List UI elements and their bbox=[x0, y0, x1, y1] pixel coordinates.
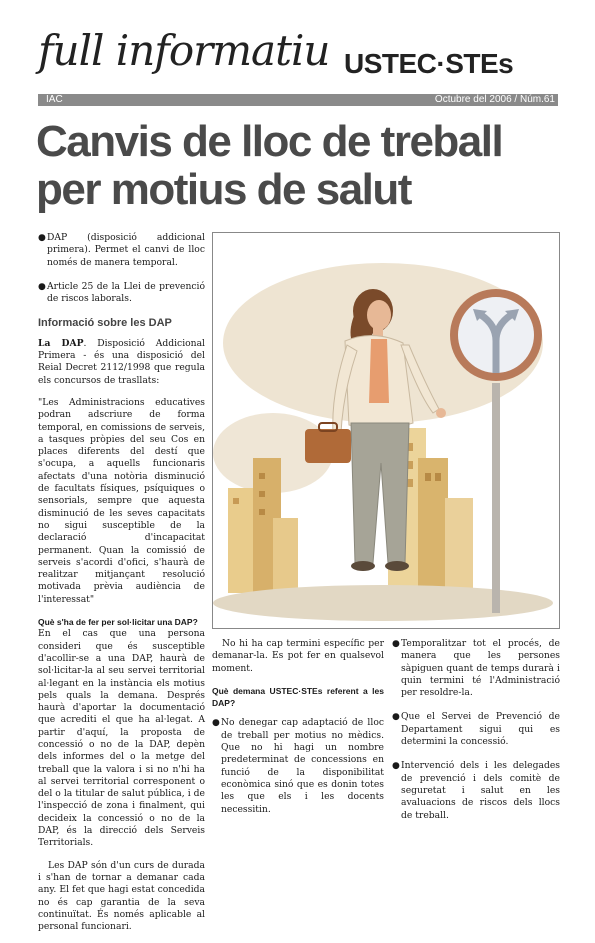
issue-info: Octubre del 2006 / Núm.61 bbox=[434, 94, 555, 105]
quote: "Les Administracions educatives podran adscriure de forma temporal, en comissions de serveis, a tasques pròpies del seu Cos en places diferents del destí que s'ocupa, a aquells funcionaris afectats d'una notòria disminució de facultats físiques, psíquiques o sensorials, sempre que aquesta disminució de les seves capacitats no sigui susceptible de la declaració d'incapacitat permanent. Quan la comissió de serveis s'acordi d'ofici, s'haurà de realitzar mitjançant resolució motivada prèvia audiència de l'interessat" bbox=[38, 396, 205, 605]
illustration-drawing bbox=[213, 233, 559, 628]
illustration bbox=[212, 232, 560, 629]
paragraph: Les DAP són d'un curs de durada i s'han de tornar a demanar cada any. El fet que hagi estat concedida no és cap garantia de la seva continuïtat. És només aplicable al personal funcionari. bbox=[38, 859, 205, 933]
bullet-item bbox=[392, 711, 560, 748]
bullet-item bbox=[392, 760, 560, 821]
bullet-text: Que el Servei de Prevenció de Departament sigui qui es determini la concessió. bbox=[401, 711, 560, 748]
bullet-icon: ● bbox=[392, 712, 400, 723]
bullet-item bbox=[38, 281, 205, 306]
page-title bbox=[36, 118, 566, 214]
bullet-text: Temporalitzar tot el procés, de manera que les persones sàpiguen quant de temps durarà i quin termini té l'Administració per resoldre-la. bbox=[401, 638, 560, 699]
section-title: Informació sobre les DAP bbox=[38, 317, 172, 330]
column-3 bbox=[392, 638, 560, 834]
bullet-text: Article 25 de la Llei de prevenció de riscos laborals. bbox=[47, 280, 205, 305]
column-1 bbox=[38, 232, 205, 943]
header-bar-label: IAC bbox=[46, 94, 63, 105]
bullet-icon: ● bbox=[38, 233, 46, 243]
question-heading: Què demana USTEC·STEs referent a les DAP? bbox=[212, 685, 384, 709]
question-heading: Què s'ha de fer per sol·licitar una DAP? bbox=[38, 617, 198, 628]
bullet-text: Intervenció dels i les delegades de prevenció i dels comitè de seguretat i salut en les avaluacions de riscos dels llocs de treball. bbox=[401, 760, 560, 821]
title-line-2: per motius de salut bbox=[36, 165, 411, 214]
paragraph bbox=[38, 338, 205, 387]
ground bbox=[213, 585, 553, 621]
masthead-title: full informatiu bbox=[38, 26, 330, 75]
bullet-icon: ● bbox=[392, 639, 400, 649]
bullet-icon: ● bbox=[392, 761, 400, 772]
masthead-brand-logo: USTEC·STEs bbox=[344, 48, 514, 79]
bullet-text: DAP (disposició addicional primera). Permet el canvi de lloc només de manera temporal. bbox=[47, 232, 205, 268]
bold-term: La DAP bbox=[38, 337, 84, 349]
bullet-icon: ● bbox=[38, 281, 46, 292]
paragraph: En el cas que una persona consideri que és susceptible d'acollir-se a una DAP, haurà de sol·licitar-la al seu servei territorial al·legant en la instància els motius pels quals la demana. Després haurà d'aportar la documentació que acrediti el que ha al·legat. A partir d'aquí, la proposta de concessió o no de la DAP, depèn dels informes del o la metge del treball que la valora i si no n'hi ha al servei territorial corresponent o del o la titular de salut pública, i de l'inspecció de zona i finalment, qui decideix la concessió o no de la DAP, és la direcció dels Serveis Territorials. bbox=[38, 628, 205, 849]
bullet-item bbox=[392, 638, 560, 699]
bullet-item bbox=[212, 717, 384, 815]
paragraph-text: . Disposició Addicional Primera - és una disposició del Reial Decret 2112/1998 que regula els concursos de trasllats: bbox=[38, 337, 205, 386]
paragraph: No hi ha cap termini específic per demanar-la. Es pot fer en qualsevol moment. bbox=[212, 638, 384, 674]
bullet-text: No denegar cap adaptació de lloc de treball per motius no mèdics. Que no hi hagi un nombre predeterminat de concessions en funció de la disponibilitat econòmica sinó que es donin totes les que els i les docents necessitin. bbox=[221, 717, 384, 815]
title-line-1: Canvis de lloc de treball bbox=[36, 117, 503, 166]
bullet-item bbox=[38, 232, 205, 269]
column-2 bbox=[212, 638, 384, 828]
bullet-icon: ● bbox=[212, 718, 220, 729]
